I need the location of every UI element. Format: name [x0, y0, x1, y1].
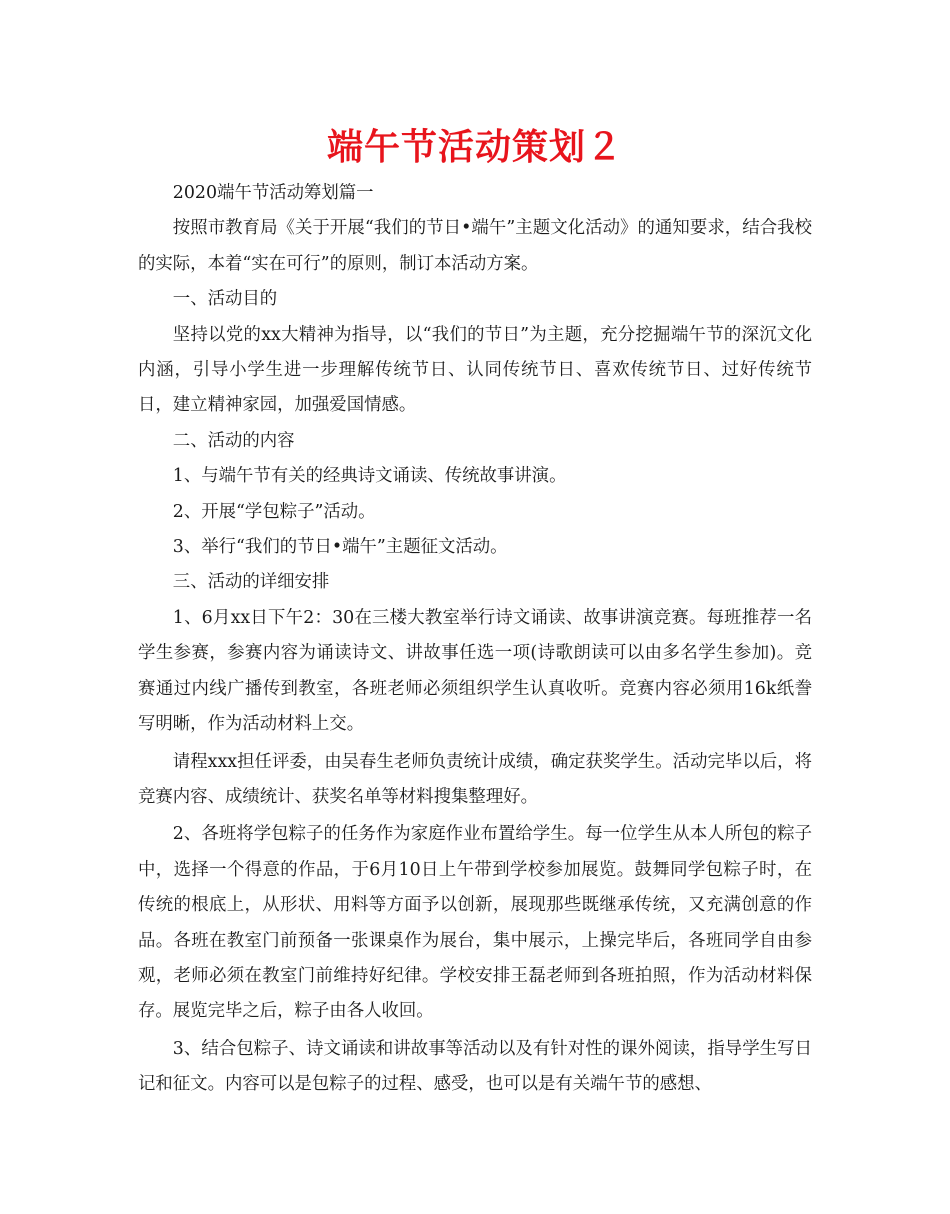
- paragraph-arrangement-1: 1、6月xx日下午2：30在三楼大教室举行诗文诵读、故事讲演竞赛。每班推荐一名学生参赛，参赛内容为诵读诗文、讲故事任选一项(诗歌朗读可以由多名学生参加)。竞赛通过内线广播传到教室，各班老师必须组织学生认真收听。竞赛内容必须用16k纸誊写明晰，作为活动材料上交。: [138, 607, 812, 735]
- section-heading-arrangement: 三、活动的详细安排: [172, 572, 330, 593]
- paragraph-arrangement-3: 3、结合包粽子、诗文诵读和讲故事等活动以及有针对性的课外阅读，指导学生写日记和征文。内容可以是包粽子的过程、感受，也可以是有关端午节的感想、: [138, 1038, 812, 1095]
- list-item-content-2: 2、开展“学包粽子”活动。: [172, 501, 376, 522]
- paragraph-arrangement-2: 2、各班将学包粽子的任务作为家庭作业布置给学生。每一位学生从本人所包的粽子中，选择一个得意的作品，于6月10日上午带到学校参加展览。鼓舞同学包粽子时，在传统的根底上，从形状、用料等方面予以创新，展现那些既继承传统，又充满创意的作品。各班在教室门前预备一张课桌作为展台，集中展示，上操完毕后，各班同学自由参观，老师必须在教室门前维持好纪律。学校安排王磊老师到各班拍照，作为活动材料保存。展览完毕之后，粽子由各人收回。: [138, 824, 812, 1022]
- document-body: [138, 176, 812, 1103]
- list-item-content-1: 1、与端午节有关的经典诗文诵读、传统故事讲演。: [172, 466, 567, 487]
- paragraph-purpose: 坚持以党的xx大精神为指导，以“我们的节日”为主题，充分挖掘端午节的深沉文化内涵，引导小学生进一步理解传统节日、认同传统节日、喜欢传统节日、过好传统节日，建立精神家园，加强爱国情感。: [138, 324, 812, 416]
- paragraph-intro: 按照市教育局《关于开展“我们的节日•端午”主题文化活动》的通知要求，结合我校的实际，本着“实在可行”的原则，制订本活动方案。: [138, 218, 812, 274]
- list-item-content-3: 3、举行“我们的节日•端午”主题征文活动。: [172, 537, 508, 558]
- section-heading-purpose: 一、活动目的: [172, 289, 278, 310]
- paragraph-subtitle: 2020端午节活动筹划篇一: [172, 183, 374, 203]
- document-title: 端午节活动策划２: [326, 127, 623, 168]
- paragraph-judges: 请程xxx担任评委，由吴春生老师负责统计成绩，确定获奖学生。活动完毕以后，将竞赛内容、成绩统计、获奖名单等材料搜集整理好。: [138, 751, 812, 807]
- section-heading-content: 二、活动的内容: [172, 430, 295, 451]
